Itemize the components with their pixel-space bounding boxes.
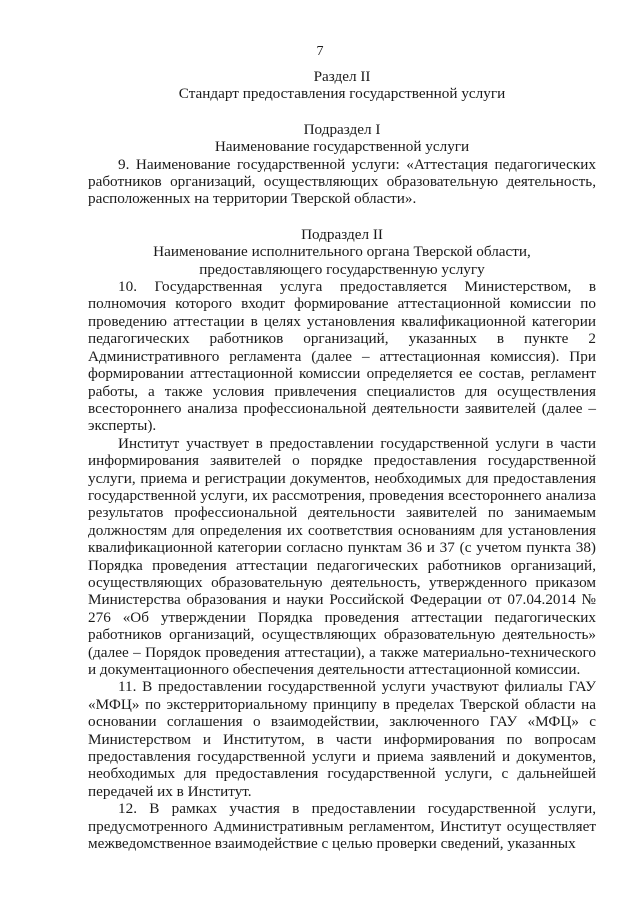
section-subtitle: Стандарт предоставления государственной услуги bbox=[178, 85, 506, 103]
paragraph-9: 9. Наименование государственной услуги: «Аттестация педагогических работников организаций, осуществляющих образовательную деятельность, расположенных на территории Тверской области». bbox=[88, 155, 596, 208]
subsection-2-title: Подраздел II bbox=[301, 225, 383, 243]
paragraph-12: 12. В рамках участия в предоставлении государственной услуги, предусмотренного Административным регламентом, Институт осуществляет межведомственное взаимодействие с целью проверки сведений, указанных bbox=[88, 800, 596, 853]
subsection-1-title: Подраздел I bbox=[303, 120, 381, 138]
page-number: 7 bbox=[316, 44, 324, 59]
document-body bbox=[88, 68, 596, 852]
subsection-1-heading: Наименование государственной услуги bbox=[214, 138, 470, 156]
paragraph-10: 10. Государственная услуга предоставляется Министерством, в полномочия которого входит формирование аттестационной комиссии по проведению аттестации в целях установления квалификационной категории педагогических работников организаций, указанных в пункте 2 Административного регламента (далее – аттестационная комиссия). При формировании аттестационной комиссии определяется ее состав, регламент работы, а также условия привлечения специалистов для осуществления всестороннего анализа профессиональной деятельности заявителей (далее – эксперты). bbox=[88, 278, 596, 435]
subsection-2-heading-line1: Наименование исполнительного органа Тверской области, bbox=[153, 243, 531, 261]
section-title: Раздел II bbox=[313, 68, 371, 85]
spacer bbox=[88, 103, 596, 121]
paragraph-10-institute: Институт участвует в предоставлении государственной услуги в части информирования заявителей о порядке предоставления государственной услуги, приема и регистрации документов, необходимых для предоставления государственной услуги, их рассмотрения, проведения всестороннего анализа результатов профессиональной деятельности заявителей по занимаемым должностям для определения их соответствия основаниям для установления квалификационной категории согласно пунктам 36 и 37 (с учетом пункта 38) Порядка проведения аттестации педагогических работников организаций, осуществляющих образовательную деятельность, утвержденного приказом Министерства образования и науки Российской Федерации от 07.04.2014 № 276 «Об утверждении Порядка проведения аттестации педагогических работников организаций, осуществляющих образовательную деятельность» (далее – Порядок проведения аттестации), а также материально-технического и документационного обеспечения деятельности аттестационной комиссии. bbox=[88, 434, 596, 678]
subsection-2-heading-line2: предоставляющего государственную услугу bbox=[199, 260, 485, 278]
paragraph-11: 11. В предоставлении государственной услуги участвуют филиалы ГАУ «МФЦ» по экстерриториальному принципу в пределах Тверской области на основании соглашения о взаимодействии, заключенного ГАУ «МФЦ» с Министерством и Институтом, в части информирования по вопросам предоставления государственной услуги и приема заявлений и документов, необходимых для предоставления государственной услуги, с дальнейшей передачей их в Институт. bbox=[88, 678, 596, 800]
spacer bbox=[88, 208, 596, 226]
